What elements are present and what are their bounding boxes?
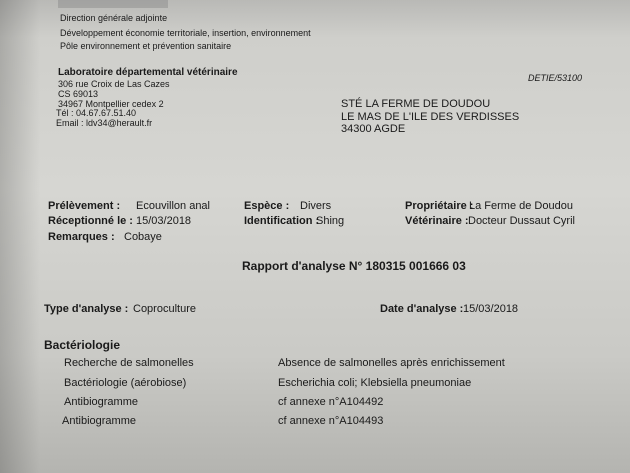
proprietaire-value: La Ferme de Doudou	[469, 200, 573, 212]
page-shadow	[0, 0, 40, 473]
report-title: Rapport d'analyse N° 180315 001666 03	[242, 259, 466, 273]
result-row-value: cf annexe n°A104492	[278, 396, 384, 408]
recipient-line-3: 34300 AGDE	[341, 123, 406, 135]
espece-value: Divers	[300, 200, 332, 212]
result-row-value: Escherichia coli; Klebsiella pneumoniae	[278, 377, 472, 389]
lab-tel: Tél : 04.67.67.51.40	[56, 108, 137, 118]
identification-label: Identification :	[244, 215, 320, 227]
header-line-2: Développement économie territoriale, insertion, environnement	[60, 28, 311, 38]
prelevement-label: Prélèvement :	[48, 200, 121, 212]
remarques-value: Cobaye	[124, 231, 162, 243]
veterinaire-value: Docteur Dussaut Cyril	[468, 215, 575, 227]
result-row-label: Antibiogramme	[62, 415, 136, 427]
espece-label: Espèce :	[244, 200, 290, 212]
recu-value: 15/03/2018	[136, 215, 192, 227]
analysis-type-value: Coproculture	[133, 303, 196, 315]
lab-address-1: 306 rue Croix de Las Cazes	[58, 79, 170, 89]
recu-label: Réceptionné le :	[48, 215, 133, 227]
result-row-value: cf annexe n°A104493	[278, 415, 384, 427]
result-row-label: Recherche de salmonelles	[64, 357, 194, 369]
recipient-line-2: LE MAS DE L'ILE DES VERDISSES	[341, 111, 520, 123]
proprietaire-label: Propriétaire :	[405, 200, 474, 212]
analysis-date-label: Date d'analyse :	[380, 303, 464, 315]
analysis-date-value: 15/03/2018	[463, 303, 519, 315]
recipient-line-1: STÉ LA FERME DE DOUDOU	[341, 98, 491, 110]
logo-band	[58, 0, 168, 8]
lab-email: Email : ldv34@herault.fr	[56, 118, 153, 128]
reference-code: DETIE/53100	[528, 73, 583, 83]
identification-value: Shing	[316, 215, 345, 227]
analysis-type-label: Type d'analyse :	[44, 303, 129, 315]
veterinaire-label: Vétérinaire :	[405, 215, 469, 227]
header-line-3: Pôle environnement et prévention sanitaire	[60, 41, 232, 51]
lab-address-3: 34967 Montpellier cedex 2	[58, 99, 164, 109]
remarques-label: Remarques :	[48, 231, 115, 243]
lab-address-2: CS 69013	[58, 89, 99, 99]
prelevement-value: Ecouvillon anal	[136, 200, 210, 212]
result-row-label: Antibiogramme	[64, 396, 138, 408]
section-title: Bactériologie	[44, 338, 121, 352]
result-row-value: Absence de salmonelles après enrichissement	[278, 357, 505, 369]
lab-name: Laboratoire départemental vétérinaire	[58, 67, 238, 78]
header-line-1: Direction générale adjointe	[60, 13, 168, 23]
result-row-label: Bactériologie (aérobiose)	[64, 377, 187, 389]
